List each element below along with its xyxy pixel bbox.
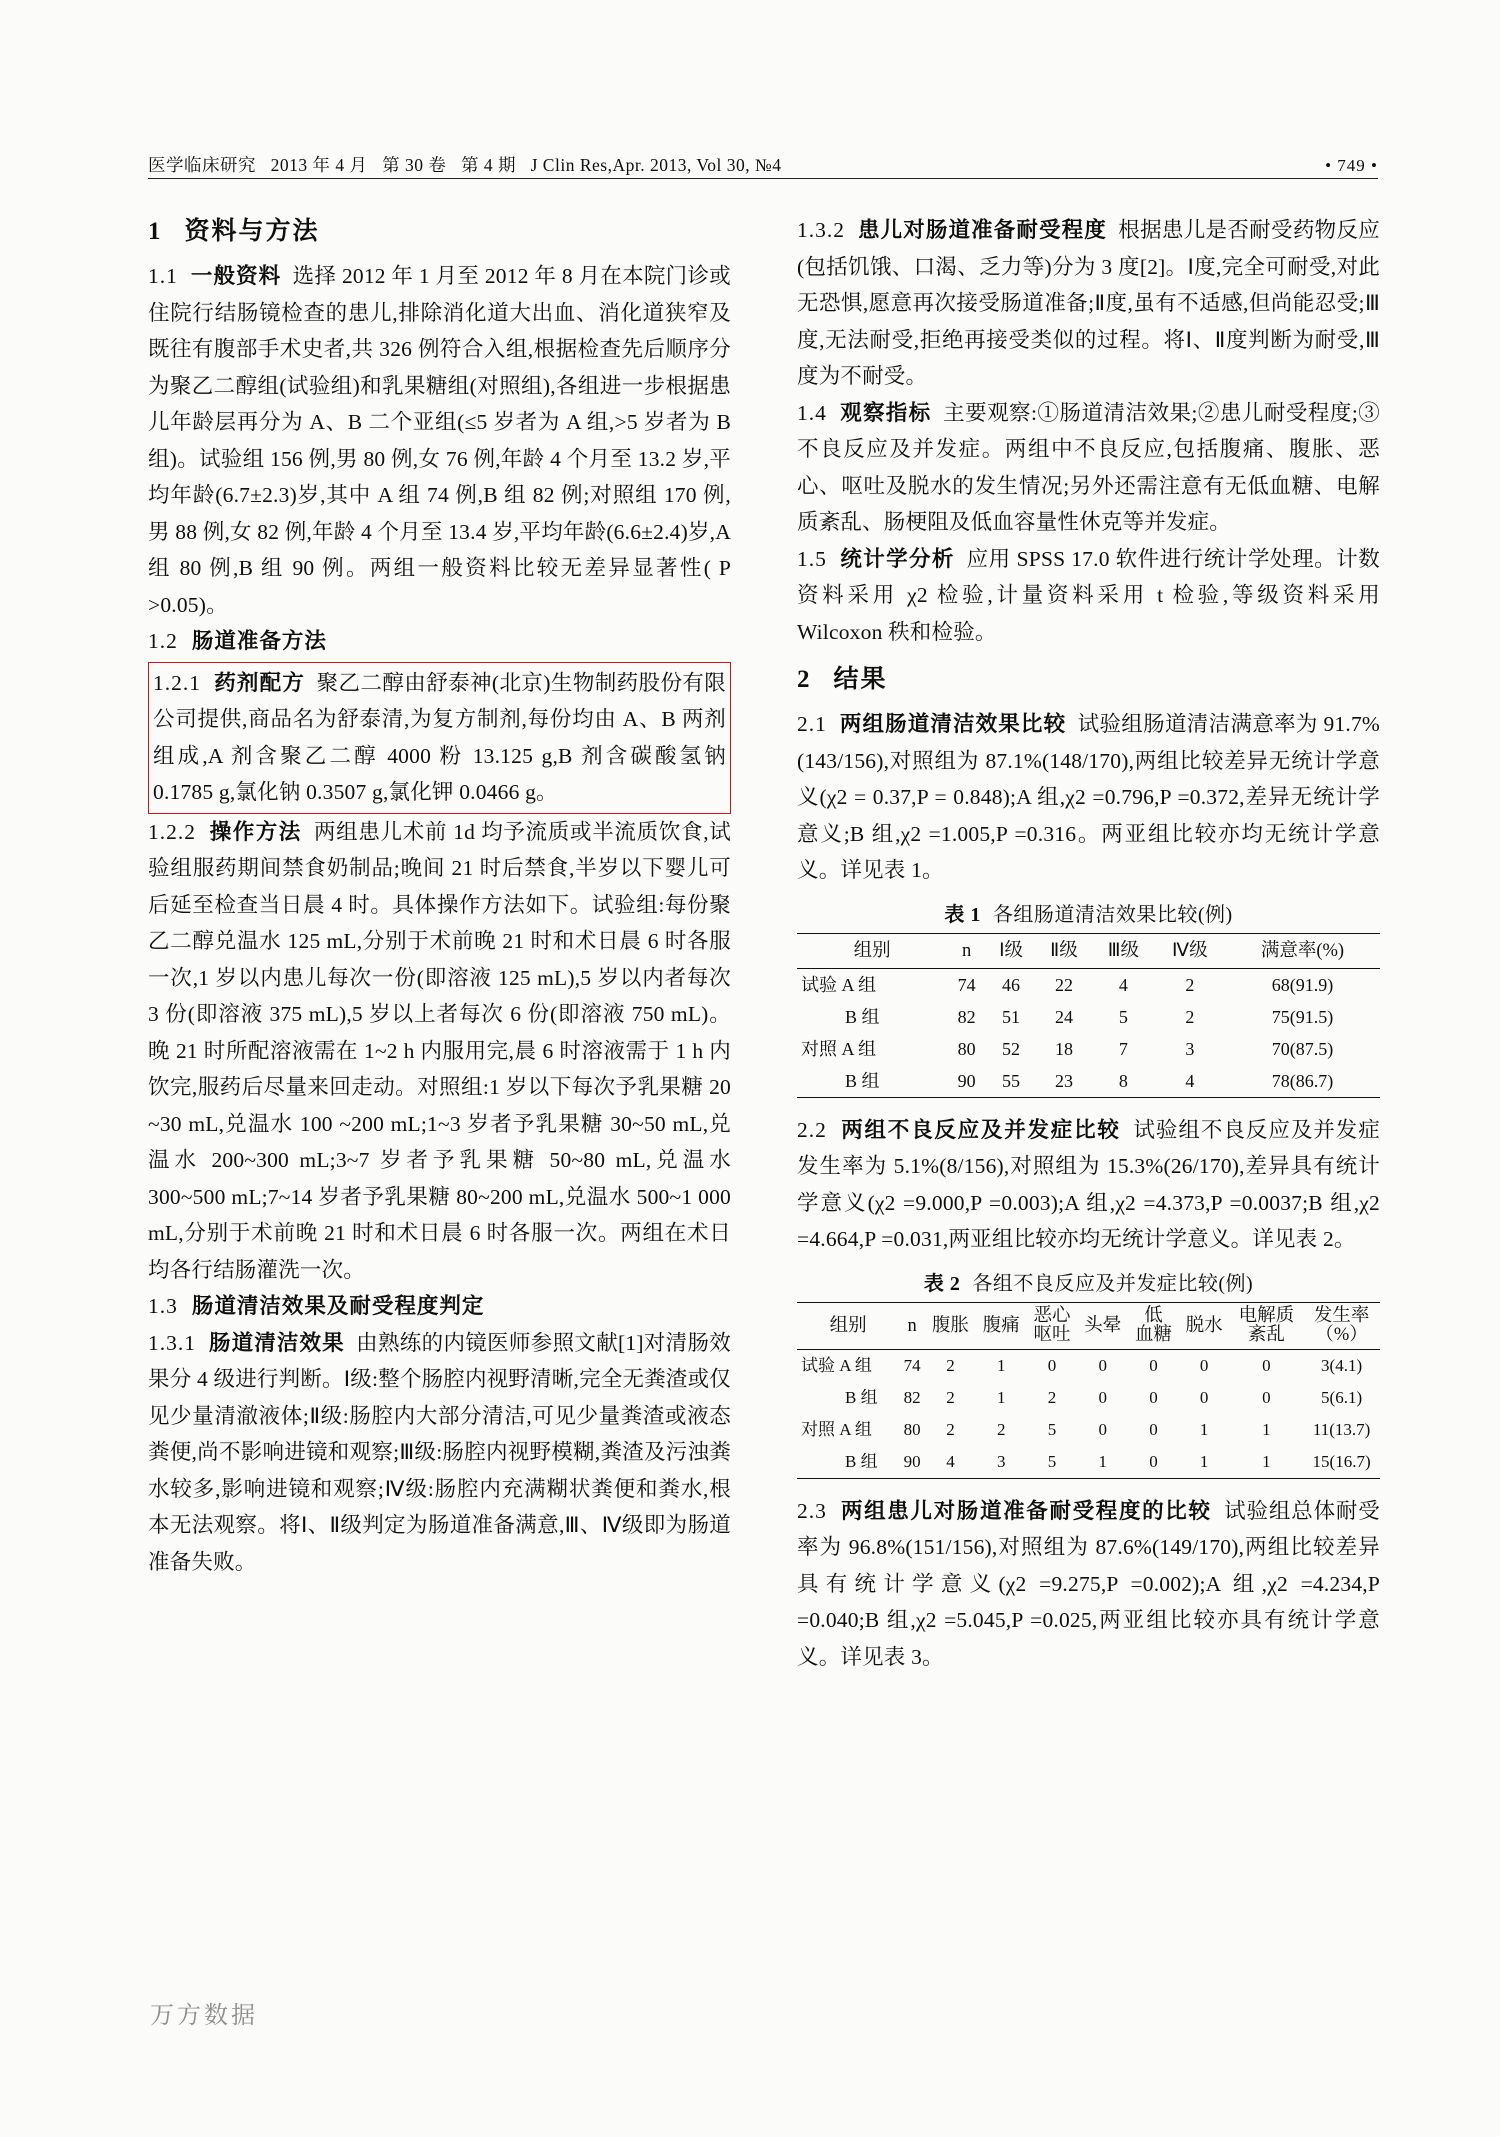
table-2-col-3: 腹痛 bbox=[976, 1302, 1027, 1349]
table-2-r2-c7: 1 bbox=[1199, 1419, 1209, 1439]
section-heading-1 bbox=[148, 212, 731, 252]
watermark-wanfang: 万方数据 bbox=[150, 2003, 258, 2029]
para-1-3-2-lead bbox=[797, 218, 1107, 242]
para-2-2-number: 2.2 bbox=[797, 1117, 827, 1142]
table-2-r0-c0: 试验 A 组 bbox=[801, 1355, 872, 1375]
para-1-2-2-number: 1.2.2 bbox=[148, 819, 196, 844]
paragraph-1-2-2 bbox=[148, 814, 731, 1289]
paragraph-1-4 bbox=[797, 395, 1380, 541]
paragraph-1-3-1 bbox=[148, 1325, 731, 1581]
heading-1-2-number: 1.2 bbox=[148, 629, 178, 653]
table-1 bbox=[797, 933, 1380, 1098]
para-1-1-number: 1.1 bbox=[148, 264, 178, 288]
para-1-3-1-text: 由熟练的内镜医师参照文献[1]对清肠效果分 4 级进行判断。Ⅰ级:整个肠腔内视野清晰,完全无粪渣或仅见少量清澈液体;Ⅱ级:肠腔内大部分清洁,可见少量粪渣或液态粪便,尚不影响进镜和观察;Ⅲ级:肠腔内视野模糊,粪渣及污浊粪水较多,影响进镜和观察;Ⅳ级:肠腔内充满糊状粪便和粪水,根本无法观察。将Ⅰ、Ⅱ级判定为肠道准备满意,Ⅲ、Ⅳ级即为肠道准备失败。 bbox=[148, 1330, 731, 1574]
table-1-r3-c5: 4 bbox=[1155, 1065, 1225, 1098]
table-1-r0-c2: 46 bbox=[1002, 974, 1021, 995]
right-column bbox=[797, 212, 1380, 1675]
table-1-number: 表 1 bbox=[944, 903, 981, 926]
table-1-r1-c3: 24 bbox=[1054, 1006, 1073, 1027]
para-1-3-1-lead-title: 肠道清洁效果 bbox=[209, 1330, 345, 1355]
table-1-r1-c0: B 组 bbox=[845, 1006, 880, 1027]
table-2-r0-c7: 0 bbox=[1199, 1355, 1209, 1375]
table-2-header-row bbox=[797, 1302, 1380, 1349]
para-2-3-text: 试验组总体耐受率为 96.8%(151/156),对照组为 87.6%(149/170),两组比较差异具有统计学意义(χ2 =9.275,P =0.002);A 组,χ2 =4.234,P =0.040;B 组,χ2 =5.045,P =0.025,两亚组比较亦具有统计学意义。详见表 3。 bbox=[797, 1498, 1381, 1669]
table-2-r1-c3: 1 bbox=[996, 1387, 1006, 1407]
table-2-r2-c8: 1 bbox=[1262, 1419, 1271, 1439]
table-row bbox=[797, 1349, 1380, 1382]
header-rule bbox=[148, 178, 1378, 179]
table-2-col-6: 低 血糖 bbox=[1128, 1302, 1179, 1349]
table-1-r0-c3: 22 bbox=[1054, 974, 1073, 995]
para-2-2-lead bbox=[797, 1118, 1121, 1142]
table-row bbox=[797, 1446, 1380, 1479]
table-1-r2-c4: 7 bbox=[1118, 1038, 1128, 1059]
table-2-r3-c2: 4 bbox=[925, 1446, 976, 1479]
table-2-col-9: 发生率 （%） bbox=[1303, 1302, 1380, 1349]
highlighted-box-drug-formula bbox=[148, 662, 731, 814]
table-1-r3-c2: 55 bbox=[986, 1065, 1036, 1098]
para-1-2-1-lead bbox=[153, 671, 305, 695]
heading-1-3-number: 1.3 bbox=[148, 1294, 178, 1318]
table-2-r3-c4: 5 bbox=[1027, 1446, 1078, 1479]
table-2-r2-c0: 对照 A 组 bbox=[801, 1419, 872, 1439]
heading-1-3 bbox=[148, 1288, 731, 1325]
para-1-5-lead-title: 统计学分析 bbox=[840, 546, 955, 571]
table-1-caption bbox=[797, 899, 1380, 931]
page-number: • 749 • bbox=[1325, 156, 1378, 175]
section-1-number: 1 bbox=[148, 218, 163, 245]
table-2-r3-c0: B 组 bbox=[797, 1446, 899, 1479]
para-1-2-2-text: 两组患儿术前 1d 均予流质或半流质饮食,试验组服药期间禁食奶制品;晚间 21 时后禁食,半岁以下婴儿可后延至检查当日晨 4 时。具体操作方法如下。试验组:每份聚乙二醇兑温水 125 mL,分别于术前晚 21 时和术日晨 6 时各服一次,1 岁以内患儿每次一份(即溶液 125 mL),5 岁以内者每次 3 份(即溶液 375 mL),5 岁以上者每次 6 份(即溶液 750 mL)。晚 21 时所配溶液需在 1~2 h 内服用完,晨 6 时溶液需于 1 h 内饮完,服药后尽量来回走动。对照组:1 岁以下每次予乳果糖 20 ~30 mL,兑温水 100 ~200 mL;1~3 岁者予乳果糖 30~50 mL,兑温水 200~300 mL;3~7 岁者予乳果糖 50~80 mL,兑温水 300~500 mL;7~14 岁者予乳果糖 80~200 mL,兑温水 500~1 000 mL,分别于术前晚 21 时和术日晨 6 时各服一次。两组在术日均各行结肠灌洗一次。 bbox=[148, 819, 731, 1282]
journal-info: 医学临床研究 2013 年 4 月 第 30 卷 第 4 期 J Clin Res,Apr. 2013, Vol 30, №4 bbox=[148, 155, 782, 175]
table-1-r3-c0: B 组 bbox=[797, 1065, 947, 1098]
table-1-col-0: 组别 bbox=[797, 933, 947, 968]
table-2 bbox=[797, 1302, 1380, 1479]
table-2-r0-c1: 74 bbox=[903, 1355, 921, 1375]
paragraph-1-2-1 bbox=[153, 665, 726, 811]
table-2-r2-c1: 80 bbox=[903, 1419, 921, 1439]
para-2-2-lead-title: 两组不良反应及并发症比较 bbox=[841, 1117, 1121, 1142]
table-row bbox=[797, 1065, 1380, 1098]
table-1-r0-c4: 4 bbox=[1118, 974, 1128, 995]
table-1-col-5: Ⅳ级 bbox=[1155, 933, 1225, 968]
table-1-r3-c4: 8 bbox=[1092, 1065, 1155, 1098]
table-2-r2-c5: 0 bbox=[1098, 1419, 1107, 1439]
heading-1-2 bbox=[148, 623, 731, 660]
para-1-4-text: 主要观察:①肠道清洁效果;②患儿耐受程度;③不良反应及并发症。两组中不良反应,包括腹痛、腹胀、恶心、呕吐及脱水的发生情况;另外还需注意有无低血糖、电解质紊乱、肠梗阻及低血容量性休克等并发症。 bbox=[797, 400, 1380, 534]
table-2-r3-c9: 15(16.7) bbox=[1303, 1446, 1380, 1479]
table-1-col-1: n bbox=[947, 933, 986, 968]
table-1-r3-c3: 23 bbox=[1036, 1065, 1092, 1098]
table-1-col-3: Ⅱ级 bbox=[1036, 933, 1092, 968]
para-1-2-2-lead bbox=[148, 820, 302, 844]
table-2-r2-c6: 0 bbox=[1149, 1419, 1158, 1439]
left-column bbox=[148, 212, 731, 1675]
table-2-r3-c8: 1 bbox=[1230, 1446, 1304, 1479]
paragraph-1-1 bbox=[148, 258, 731, 623]
para-2-3-lead-title: 两组患儿对肠道准备耐受程度的比较 bbox=[840, 1498, 1212, 1523]
para-2-1-text: 试验组肠道清洁满意率为 91.7%(143/156),对照组为 87.1%(148/170),两组比较差异无统计学意义(χ2 = 0.37,P = 0.848);A 组,χ2 =0.796,P =0.372,差异无统计学意义;B 组,χ2 =1.005,P =0.316。两亚组比较亦均无统计学意义。详见表 1。 bbox=[797, 712, 1381, 882]
table-2-r1-c1: 82 bbox=[903, 1387, 921, 1407]
table-1-r1-c6: 75(91.5) bbox=[1271, 1006, 1334, 1027]
table-2-number: 表 2 bbox=[923, 1272, 961, 1295]
paragraph-2-1 bbox=[797, 706, 1380, 889]
table-1-r1-c1: 82 bbox=[957, 1006, 976, 1027]
para-2-1-lead bbox=[797, 712, 1066, 736]
table-1-r2-c5: 3 bbox=[1185, 1038, 1195, 1059]
para-2-2-text: 试验组不良反应及并发症发生率为 5.1%(8/156),对照组为 15.3%(26/170),差异具有统计学意义(χ2 =9.000,P =0.003);A 组,χ2 =4.373,P =0.0037;B 组,χ2 =4.664,P =0.031,两亚组比较亦均无统计学意义。详见表 2。 bbox=[797, 1117, 1380, 1251]
table-2-r0-c9: 3(4.1) bbox=[1321, 1355, 1363, 1375]
table-2-r0-c8: 0 bbox=[1262, 1355, 1271, 1375]
table-1-r3-c6: 78(86.7) bbox=[1225, 1065, 1380, 1098]
table-2-col-1: n bbox=[899, 1302, 925, 1349]
table-2-r1-c9: 5(6.1) bbox=[1321, 1387, 1363, 1407]
table-1-r1-c5: 2 bbox=[1185, 1006, 1195, 1027]
para-2-1-lead-title: 两组肠道清洁效果比较 bbox=[839, 712, 1067, 736]
table-2-r2-c2: 2 bbox=[946, 1419, 955, 1439]
table-2-r1-c5: 0 bbox=[1098, 1387, 1107, 1407]
table-2-r1-c7: 0 bbox=[1199, 1387, 1209, 1407]
table-2-r3-c5: 1 bbox=[1077, 1446, 1128, 1479]
table-1-r1-c4: 5 bbox=[1118, 1006, 1128, 1027]
heading-1-3-title: 肠道清洁效果及耐受程度判定 bbox=[191, 1294, 485, 1318]
para-2-1-number: 2.1 bbox=[797, 712, 827, 736]
table-1-r2-c1: 80 bbox=[957, 1038, 976, 1059]
table-1-col-4: Ⅲ级 bbox=[1092, 933, 1155, 968]
para-1-3-1-lead bbox=[148, 1331, 345, 1355]
table-2-r3-c3: 3 bbox=[976, 1446, 1027, 1479]
section-heading-2 bbox=[797, 660, 1380, 700]
table-2-r1-c0: B 组 bbox=[845, 1387, 878, 1407]
table-1-r2-c3: 18 bbox=[1054, 1038, 1073, 1059]
table-row bbox=[797, 1382, 1380, 1414]
table-row bbox=[797, 968, 1380, 1001]
table-1-r0-c5: 2 bbox=[1185, 974, 1195, 995]
section-2-number: 2 bbox=[797, 666, 812, 693]
para-1-1-lead bbox=[148, 264, 281, 288]
table-1-r3-c1: 90 bbox=[947, 1065, 986, 1098]
paragraph-1-3-2 bbox=[797, 212, 1380, 395]
para-1-2-2-lead-title: 操作方法 bbox=[209, 819, 302, 844]
table-2-r3-c1: 90 bbox=[899, 1446, 925, 1479]
table-2-col-2: 腹胀 bbox=[925, 1302, 976, 1349]
para-1-2-1-text: 聚乙二醇由舒泰神(北京)生物制药股份有限公司提供,商品名为舒泰清,为复方制剂,每份均由 A、B 两剂组成,A 剂含聚乙二醇 4000 粉 13.125 g,B 剂含碳酸氢钠 0.1785 g,氯化钠 0.3507 g,氯化钾 0.0466 g。 bbox=[153, 670, 726, 804]
para-1-3-1-number: 1.3.1 bbox=[148, 1330, 196, 1355]
table-2-r3-c7: 1 bbox=[1179, 1446, 1230, 1479]
para-1-3-2-text: 根据患儿是否耐受药物反应(包括饥饿、口渴、乏力等)分为 3 度[2]。Ⅰ度,完全可耐受,对此无恐惧,愿意再次接受肠道准备;Ⅱ度,虽有不适感,但尚能忍受;Ⅲ度,无法耐受,拒绝再接受类似的过程。将Ⅰ、Ⅱ度判断为耐受,Ⅲ度为不耐受。 bbox=[797, 218, 1380, 388]
paragraph-2-3 bbox=[797, 1493, 1380, 1676]
table-1-r2-c6: 70(87.5) bbox=[1271, 1038, 1334, 1059]
para-1-1-lead-title: 一般资料 bbox=[190, 264, 282, 288]
table-2-r0-c2: 2 bbox=[946, 1355, 955, 1375]
para-1-5-text: 应用 SPSS 17.0 软件进行统计学处理。计数资料采用 χ2 检验,计量资料采用 t 检验,等级资料采用 Wilcoxon 秩和检验。 bbox=[797, 546, 1380, 644]
table-row bbox=[797, 1001, 1380, 1033]
table-2-col-7: 脱水 bbox=[1179, 1302, 1230, 1349]
table-1-header-row bbox=[797, 933, 1380, 968]
table-1-r2-c2: 52 bbox=[1002, 1038, 1021, 1059]
table-2-col-0: 组别 bbox=[797, 1302, 899, 1349]
para-2-3-number: 2.3 bbox=[797, 1498, 827, 1523]
table-2-title: 各组不良反应及并发症比较(例) bbox=[972, 1272, 1254, 1295]
para-1-2-1-number: 1.2.1 bbox=[153, 670, 201, 695]
paragraph-1-5 bbox=[797, 541, 1380, 651]
table-2-r0-c4: 0 bbox=[1047, 1355, 1057, 1375]
heading-1-2-title: 肠道准备方法 bbox=[191, 629, 327, 653]
two-column-body bbox=[148, 212, 1380, 1675]
paragraph-2-2 bbox=[797, 1112, 1380, 1258]
para-1-4-lead-title: 观察指标 bbox=[840, 400, 932, 425]
table-2-col-8: 电解质 紊乱 bbox=[1230, 1302, 1304, 1349]
table-2-caption bbox=[797, 1268, 1380, 1300]
table-2-r2-c9: 11(13.7) bbox=[1312, 1419, 1371, 1439]
table-1-r0-c6: 68(91.9) bbox=[1271, 974, 1334, 995]
table-2-r0-c6: 0 bbox=[1149, 1355, 1158, 1375]
table-2-col-4: 恶心 呕吐 bbox=[1027, 1302, 1078, 1349]
para-1-1-text: 选择 2012 年 1 月至 2012 年 8 月在本院门诊或住院行结肠镜检查的患儿,排除消化道大出血、消化道狭窄及既往有腹部手术史者,共 326 例符合入组,根据检查先后顺序分为聚乙二醇组(试验组)和乳果糖组(对照组),各组进一步根据患儿年龄层再分为 A、B 二个亚组(≤5 岁者为 A 组,>5 岁者为 B 组)。试验组 156 例,男 80 例,女 76 例,年龄 4 个月至 13.2 岁,平均年龄(6.7±2.3)岁,其中 A 组 74 例,B 组 82 例;对照组 170 例,男 88 例,女 82 例,年龄 4 个月至 13.4 岁,平均年龄(6.6±2.4)岁,A 组 80 例,B 组 90 例。两组一般资料比较无差异显著性( P >0.05)。 bbox=[148, 264, 732, 617]
para-1-3-2-number: 1.3.2 bbox=[797, 218, 845, 242]
table-1-title: 各组肠道清洁效果比较(例) bbox=[992, 903, 1233, 926]
section-2-title: 结果 bbox=[833, 666, 888, 693]
para-1-4-lead bbox=[797, 401, 931, 425]
para-2-3-lead bbox=[797, 1499, 1212, 1523]
table-1-r1-c2: 51 bbox=[1002, 1006, 1021, 1027]
table-row bbox=[797, 1033, 1380, 1065]
para-1-4-number: 1.4 bbox=[797, 400, 827, 425]
table-2-r2-c4: 5 bbox=[1047, 1419, 1057, 1439]
para-1-3-2-lead-title: 患儿对肠道准备耐受程度 bbox=[858, 218, 1107, 242]
table-1-col-2: Ⅰ级 bbox=[986, 933, 1036, 968]
table-1-r0-c1: 74 bbox=[957, 974, 976, 995]
table-2-r1-c4: 2 bbox=[1047, 1387, 1057, 1407]
table-2-col-5: 头晕 bbox=[1077, 1302, 1128, 1349]
page-header bbox=[148, 152, 1378, 177]
table-1-r2-c0: 对照 A 组 bbox=[801, 1038, 877, 1059]
table-2-r1-c6: 0 bbox=[1149, 1387, 1158, 1407]
table-2-r0-c5: 0 bbox=[1098, 1355, 1107, 1375]
table-1-r0-c0: 试验 A 组 bbox=[801, 974, 877, 995]
table-2-r0-c3: 1 bbox=[996, 1355, 1006, 1375]
para-1-5-lead bbox=[797, 547, 955, 571]
table-1-col-6: 满意率(%) bbox=[1225, 933, 1380, 968]
table-2-r1-c8: 0 bbox=[1262, 1387, 1271, 1407]
table-2-r3-c6: 0 bbox=[1128, 1446, 1179, 1479]
section-1-title: 资料与方法 bbox=[184, 218, 320, 245]
table-2-r1-c2: 2 bbox=[946, 1387, 955, 1407]
para-1-5-number: 1.5 bbox=[797, 546, 827, 571]
table-2-r2-c3: 2 bbox=[996, 1419, 1006, 1439]
para-1-2-1-lead-title: 药剂配方 bbox=[214, 670, 306, 695]
table-row bbox=[797, 1414, 1380, 1446]
